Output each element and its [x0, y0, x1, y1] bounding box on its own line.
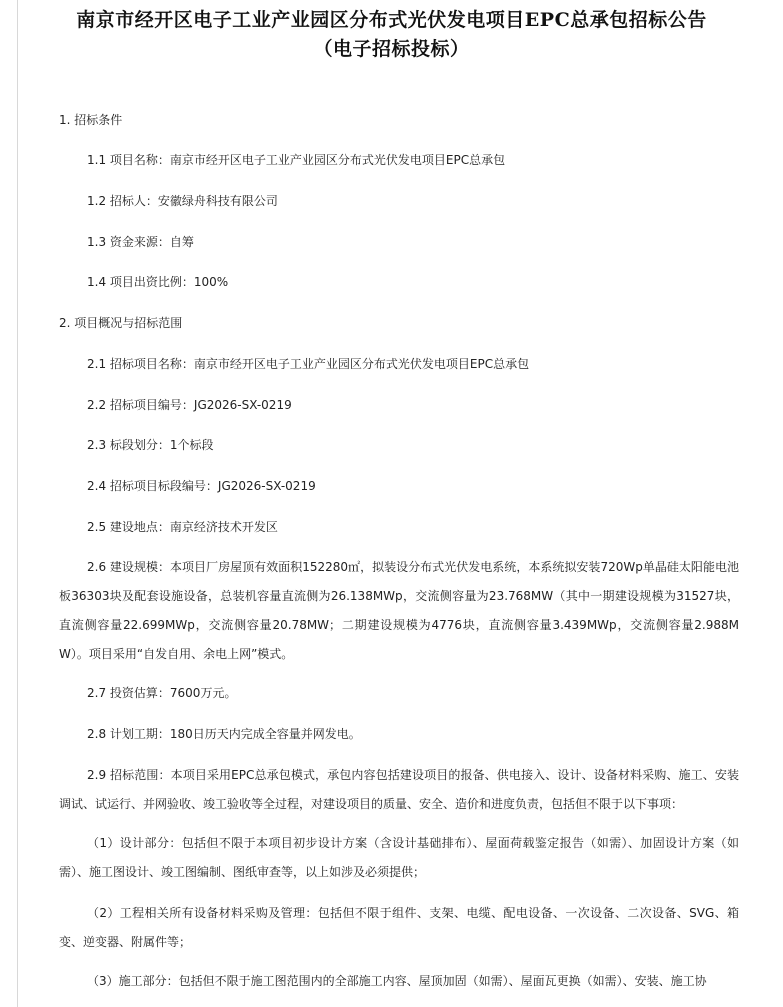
item-funding-source: 1.3 资金来源：自筹 — [87, 235, 194, 249]
item-project-name: 1.1 项目名称：南京市经开区电子工业产业园区分布式光伏发电项目EPC总承包 — [87, 153, 506, 167]
item-construction-site: 2.5 建设地点：南京经济技术开发区 — [87, 520, 278, 534]
item-bid-project-name: 2.1 招标项目名称：南京市经开区电子工业产业园区分布式光伏发电项目EPC总承包 — [87, 357, 530, 371]
paragraph-scope-procurement: （2）工程相关所有设备材料采购及管理：包括但不限于组件、支架、电缆、配电设备、一次设备、二次设备、SVG、箱变、逆变器、附属件等； — [59, 906, 739, 949]
paragraph-construction-scale: 2.6 建设规模：本项目厂房屋顶有效面积152280㎡，拟装设分布式光伏发电系统，本系统拟安装720Wp单晶硅太阳能电池板36303块及配套设施设备，总装机容量直流侧为26.138MWp，交流侧容量为23.768MW（其中一期建设规模为31527块，直流侧容量22.699MWp，交流侧容量20.78MW；二期建设规模为4776块，直流侧容量3.439MWp，交流侧容量2.988MW）。项目采用“自发自用、余电上网”模式。 — [59, 560, 739, 661]
document-title: 南京市经开区电子工业产业园区分布式光伏发电项目EPC总承包招标公告 — [76, 9, 707, 31]
item-bid-project-number: 2.2 招标项目编号：JG2026-SX-0219 — [87, 398, 292, 412]
section-heading-bidding-conditions: 1. 招标条件 — [59, 113, 123, 127]
paragraph-investment-estimate: 2.7 投资估算：7600万元。 — [87, 686, 237, 700]
item-tenderer: 1.2 招标人：安徽绿舟科技有限公司 — [87, 194, 278, 208]
item-funding-ratio: 1.4 项目出资比例：100% — [87, 275, 229, 289]
document-subtitle: （电子招标投标） — [313, 38, 470, 60]
paragraph-bidding-scope: 2.9 招标范围：本项目采用EPC总承包模式，承包内容包括建设项目的报备、供电接入、设计、设备材料采购、施工、安装调试、试运行、并网验收、竣工验收等全过程，对建设项目的质量、安全、造价和进度负责，包括但不限于以下事项： — [59, 768, 739, 811]
item-lot-number: 2.4 招标项目标段编号：JG2026-SX-0219 — [87, 479, 316, 493]
section-heading-project-overview: 2. 项目概况与招标范围 — [59, 316, 183, 330]
item-lot-division: 2.3 标段划分：1个标段 — [87, 438, 214, 452]
paragraph-planned-schedule: 2.8 计划工期：180日历天内完成全容量并网发电。 — [87, 727, 361, 741]
paragraph-scope-design: （1）设计部分：包括但不限于本项目初步设计方案（含设计基础排布）、屋面荷载鉴定报告（如需）、加固设计方案（如需）、施工图设计、竣工图编制、图纸审查等，以上如涉及必须提供； — [59, 836, 739, 879]
paragraph-scope-construction: （3）施工部分：包括但不限于施工图范围内的全部施工内容、屋顶加固（如需）、屋面瓦更换（如需）、安装、施工协 — [87, 974, 707, 988]
